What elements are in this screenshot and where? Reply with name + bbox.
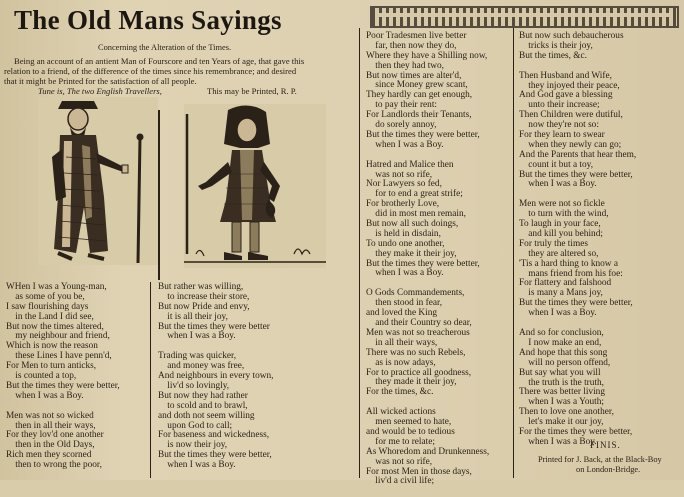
verse-line: unto their increase; bbox=[519, 100, 600, 111]
verse-line: then to wrong the poor, bbox=[6, 460, 102, 471]
verse-line: As Whoredom and Drunkenness, bbox=[366, 446, 490, 457]
verse-line: There was no such Rebels, bbox=[366, 347, 466, 358]
verse-line: But now the times altered, bbox=[6, 321, 104, 332]
stanza bbox=[519, 72, 636, 191]
verse-line: these Lines I have penn'd, bbox=[6, 351, 112, 362]
column-rule-2 bbox=[359, 28, 360, 478]
verse-line: when I was a Boy. bbox=[519, 436, 597, 447]
verse-line: liv'd so lovingly, bbox=[158, 381, 230, 392]
verse-line: then in all their ways, bbox=[6, 420, 96, 431]
verse-line: But the times they were better, bbox=[158, 450, 272, 461]
verse-line: will no person offend, bbox=[519, 357, 611, 368]
verse-line: Where they have a Shilling now, bbox=[366, 50, 488, 61]
verse-line: they make it their joy, bbox=[366, 248, 457, 259]
verse-line: upon God to call; bbox=[158, 420, 233, 431]
verse-line: the truth is the truth, bbox=[519, 377, 604, 388]
verse-line: was not so rife, bbox=[366, 456, 433, 467]
verse-line: and money was free, bbox=[158, 361, 245, 372]
verse-line: when I was a Boy. bbox=[158, 331, 236, 342]
verse-line: But now such debaucherous bbox=[519, 31, 624, 41]
verse-line: is now their joy, bbox=[158, 440, 228, 451]
verse-line: Which is now the reason bbox=[6, 341, 98, 352]
verse-line: But the times they were better, bbox=[366, 258, 480, 269]
verse-line: And God gave a blessing bbox=[519, 90, 613, 101]
verse-line: to scold and to brawl, bbox=[158, 400, 248, 411]
verse-line: Then to love one another, bbox=[519, 407, 614, 418]
verse-line: For they learn to swear bbox=[519, 130, 605, 141]
verse-line: when I was a Boy. bbox=[366, 139, 444, 150]
verse-line: To undo one another, bbox=[366, 238, 445, 249]
verse-line: But the times they were better, bbox=[519, 169, 633, 180]
stanza bbox=[519, 32, 636, 62]
verse-line: for me to relate; bbox=[366, 436, 435, 447]
stanza bbox=[366, 32, 489, 151]
print-license: This may be Printed, R. P. bbox=[207, 86, 297, 96]
stanza bbox=[519, 329, 636, 448]
verse-line: All wicked actions bbox=[366, 407, 436, 418]
verse-line: my neighbour and friend, bbox=[6, 331, 110, 342]
stanza bbox=[6, 283, 120, 402]
stanza bbox=[366, 408, 489, 487]
imprint-line-2: on London-Bridge. bbox=[576, 465, 641, 474]
verse-line: when I was a Boy. bbox=[519, 308, 597, 319]
verse-line: then stood in fear, bbox=[366, 298, 443, 309]
verse-line: And the Parents that hear them, bbox=[519, 149, 637, 160]
verse-line: Then Children were dutiful, bbox=[519, 110, 623, 121]
verse-column-1 bbox=[6, 283, 120, 481]
verse-line: then in the Old Days, bbox=[6, 440, 95, 451]
decorative-border-ornament bbox=[370, 6, 679, 28]
verse-line: 'Tis a hard thing to know a bbox=[519, 258, 618, 269]
stanza bbox=[366, 289, 489, 398]
verse-line: For the times they were better, bbox=[519, 426, 633, 437]
verse-line: when I was a Boy. bbox=[519, 179, 597, 190]
intro-line-3: that it might be Printed for the satisfaction of all people. bbox=[4, 76, 197, 86]
stanza bbox=[519, 200, 636, 319]
verse-line: they made it their joy, bbox=[366, 377, 457, 388]
verse-line: For truly the times bbox=[519, 238, 588, 249]
verse-line: But now they had rather bbox=[158, 390, 248, 401]
verse-line: For most Men in those days, bbox=[366, 466, 472, 477]
verse-column-3 bbox=[366, 32, 489, 497]
verse-line: to turn with the wind, bbox=[519, 209, 609, 220]
verse-line: Men was not so treacherous bbox=[366, 327, 470, 338]
verse-line: it is all their joy, bbox=[158, 311, 228, 322]
intro-line-1: Being an account of an antient Man of Fourscore and ten Years of age, that gave this bbox=[14, 56, 305, 66]
verse-line: But the times they were better, bbox=[366, 129, 480, 140]
woodcut-old-man-illustration bbox=[38, 97, 158, 265]
verse-line: is many a Mans joy, bbox=[519, 288, 603, 299]
verse-line: For Men to turn anticks, bbox=[6, 361, 97, 372]
column-rule-3 bbox=[513, 28, 514, 478]
verse-line: For they lov'd one another bbox=[6, 430, 104, 441]
verse-line: But say what you will bbox=[519, 367, 601, 378]
verse-line: There was better living bbox=[519, 387, 605, 398]
verse-line: And hope that this song bbox=[519, 347, 608, 358]
verse-line: WHen I was a Young-man, bbox=[6, 282, 107, 292]
verse-line: But the times, &c. bbox=[519, 50, 587, 61]
verse-line: For flattery and falshood bbox=[519, 278, 612, 289]
verse-line: then they had two, bbox=[366, 60, 444, 71]
verse-column-4 bbox=[519, 32, 636, 458]
column-rule-1 bbox=[150, 282, 151, 478]
verse-line: Hatred and Malice then bbox=[366, 159, 454, 170]
verse-line: is counted a top, bbox=[6, 371, 77, 382]
subtitle: Concerning the Alteration of the Times. bbox=[98, 43, 232, 52]
verse-line: And neighbours in every town, bbox=[158, 371, 274, 382]
verse-line: and their Country so dear, bbox=[366, 318, 472, 329]
verse-line: But now all such doings, bbox=[366, 219, 459, 230]
verse-line: Trading was quicker, bbox=[158, 351, 237, 362]
verse-line: O Gods Commandements, bbox=[366, 288, 465, 299]
verse-line: Then Husband and Wife, bbox=[519, 70, 612, 81]
verse-line: But the times they were better, bbox=[519, 298, 633, 309]
verse-line: To laugh in your face, bbox=[519, 219, 601, 230]
verse-line: and would be to tedious bbox=[366, 426, 455, 437]
verse-line: men seemed to hate, bbox=[366, 417, 452, 428]
imprint-line-1: Printed for J. Back, at the Black-Boy bbox=[538, 455, 662, 464]
woodcut-young-man-illustration bbox=[184, 104, 326, 268]
finis-mark: FINIS. bbox=[590, 440, 621, 450]
verse-line: for to end a great strife; bbox=[366, 189, 463, 200]
verse-line: and loved the King bbox=[366, 308, 438, 319]
verse-line: But the times they were better, bbox=[6, 380, 120, 391]
page-title: The Old Mans Sayings bbox=[14, 5, 282, 35]
verse-line: they are altered so, bbox=[519, 248, 599, 259]
verse-line: mans friend from his foe: bbox=[519, 268, 623, 279]
stanza bbox=[158, 283, 273, 342]
verse-line: But now Pride and envy, bbox=[158, 301, 250, 312]
verse-line: But now times are alter'd, bbox=[366, 70, 462, 81]
verse-line: They hardly can get enough, bbox=[366, 90, 473, 101]
verse-line: as is now adays, bbox=[366, 357, 436, 368]
verse-line: far, then now they do, bbox=[366, 40, 457, 51]
verse-line: to pay their rent: bbox=[366, 100, 437, 111]
tune-line: Tune is, The two English Travellers, bbox=[38, 86, 162, 96]
verse-line: when I was a Boy. bbox=[6, 390, 84, 401]
verse-line: and kill you behind; bbox=[519, 229, 603, 240]
stanza bbox=[366, 161, 489, 280]
verse-line: now they're not so: bbox=[519, 120, 599, 131]
verse-line: as some of you be, bbox=[6, 291, 85, 302]
verse-line: let's make it our joy, bbox=[519, 417, 604, 428]
verse-line: Men was not so wicked bbox=[6, 410, 94, 421]
verse-line: was not so rife, bbox=[366, 169, 433, 180]
verse-line: and doth not seem willing bbox=[158, 410, 255, 421]
verse-line: when I was a Boy. bbox=[158, 460, 236, 471]
verse-line: liv'd a civil life; bbox=[366, 476, 435, 487]
verse-line: in the Land I did see, bbox=[6, 311, 94, 322]
verse-line: I saw flourishing days bbox=[6, 301, 89, 312]
verse-line: Men were not so fickle bbox=[519, 199, 605, 210]
verse-line: they injoyed their peace, bbox=[519, 80, 620, 91]
verse-line: count it but a toy, bbox=[519, 159, 594, 170]
verse-line: Nor Lawyers so fed, bbox=[366, 179, 442, 190]
verse-line: For Landlords their Tenants, bbox=[366, 110, 472, 121]
verse-line: in all their ways, bbox=[366, 337, 438, 348]
verse-line: For the times, &c. bbox=[366, 387, 434, 398]
verse-line: And so for conclusion, bbox=[519, 328, 604, 339]
verse-line: when I was a Boy. bbox=[366, 268, 444, 279]
verse-line: But the times they were better bbox=[158, 321, 270, 332]
verse-line: since Money grew scant, bbox=[366, 80, 468, 91]
verse-line: For baseness and wickedness, bbox=[158, 430, 270, 441]
verse-line: do sorely annoy, bbox=[366, 120, 437, 131]
stanza bbox=[6, 412, 120, 471]
verse-line: to increase their store, bbox=[158, 291, 250, 302]
verse-line: did in most men remain, bbox=[366, 209, 466, 220]
verse-line: But rather was willing, bbox=[158, 282, 244, 292]
verse-line: is held in disdain, bbox=[366, 228, 441, 239]
verse-line: when they newly can go; bbox=[519, 139, 622, 150]
verse-line: when I was a Youth; bbox=[519, 397, 604, 408]
verse-line: For brotherly Love, bbox=[366, 199, 440, 210]
woodcut-divider bbox=[158, 110, 160, 280]
stanza bbox=[158, 352, 273, 471]
verse-line: tricks is their joy, bbox=[519, 40, 593, 51]
verse-line: Rich men they scorned bbox=[6, 450, 92, 461]
verse-line: I now make an end, bbox=[519, 337, 602, 348]
verse-column-2 bbox=[158, 283, 273, 481]
verse-line: For to practice all goodness, bbox=[366, 367, 472, 378]
intro-line-2: relation to a friend, of the difference of the times since his remembrance; and desired bbox=[4, 66, 297, 76]
verse-line: Poor Tradesmen live better bbox=[366, 31, 467, 41]
